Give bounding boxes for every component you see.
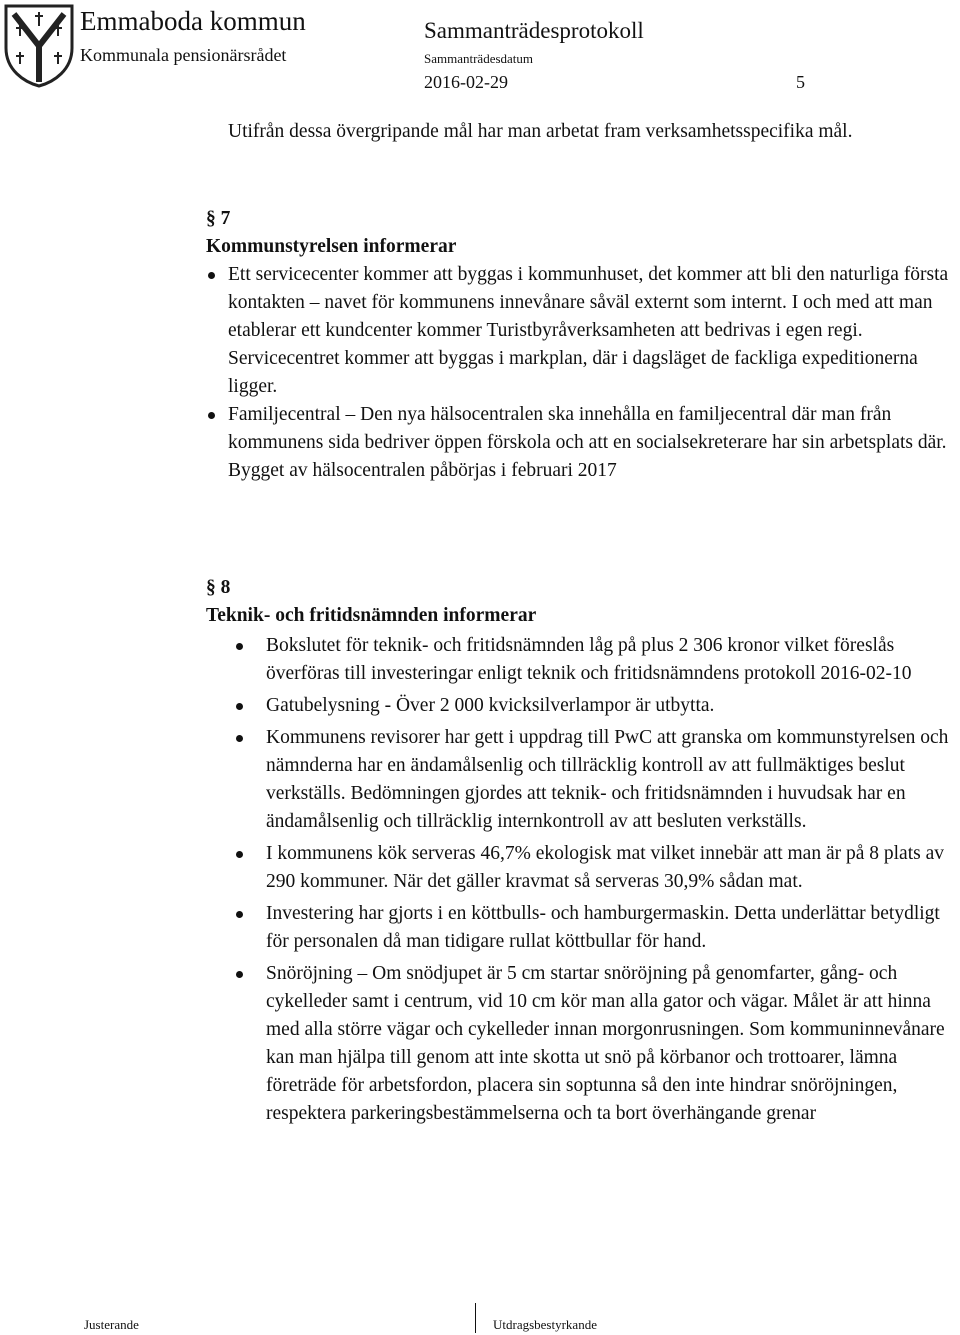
footer-justerande-label: Justerande [84, 1317, 139, 1332]
bullet-icon [236, 735, 243, 742]
section-number: 8 [220, 577, 231, 598]
meeting-date: 2016-02-29 [424, 72, 508, 92]
list-item [266, 632, 956, 688]
section-7-bullet-list [228, 261, 958, 485]
list-item-text: Gatubelysning - Över 2 000 kvicksilverlampor är utbytta. [266, 695, 715, 716]
organization-name: Emmaboda kommun [80, 6, 306, 36]
municipality-coat-of-arms-icon [2, 2, 76, 88]
page-number: 5 [796, 72, 805, 92]
bullet-icon [236, 911, 243, 918]
list-item-text: Snöröjning – Om snödjupet är 5 cm startar snöröjning på genomfarter, gång- och cykelleder samt i centrum, vid 10 cm kör man alla gator och vägar. Målet är att hinna med alla större vägar och cykelleder innan morgonrusningen. Som kommuninnevånare kan man hjälpa till genom att inte skotta ut snö på körbanor och trottoarer, lämna företräde för arbetsfordon, placera sin soptunna så den inte hindrar snöröjningen, respektera parkeringsbestämmelserna och ta bort överhängande grenar [266, 963, 945, 1124]
bullet-icon [208, 412, 215, 419]
footer-utdragsbestyrkande-label: Utdragsbestyrkande [493, 1317, 597, 1332]
list-item-text: Kommunens revisorer har gett i uppdrag till PwC att granska om kommunstyrelsen och nämnderna har en ändamålsenlig och tillräcklig kontroll av att fullmäktiges beslut verkställs. Bedömningen gjordes att teknik- och fritidsnämnden i huvudsak har en ändamålsenlig och tillräcklig internkontroll av att besluten verkställs. [266, 727, 949, 832]
footer-divider [475, 1303, 476, 1333]
section-8-bullet-list [266, 632, 956, 1128]
list-item [266, 900, 956, 956]
document-type: Sammanträdesprotokoll [424, 18, 644, 43]
bullet-icon [208, 272, 215, 279]
date-label: Sammanträdesdatum [424, 51, 534, 66]
section-8-number [206, 574, 230, 602]
section-7-number [206, 205, 230, 233]
section-7-title: Kommunstyrelsen informerar [206, 236, 457, 257]
bullet-icon [236, 703, 243, 710]
intro-paragraph: Utifrån dessa övergripande mål har man arbetat fram verksamhetsspecifika mål. [228, 121, 853, 142]
list-item [266, 840, 956, 896]
bullet-icon [236, 851, 243, 858]
list-item [266, 724, 956, 836]
list-item [266, 960, 956, 1128]
list-item-text: Bokslutet för teknik- och fritidsnämnden låg på plus 2 306 kronor vilket föreslås överföras till investeringar enligt teknik och fritidsnämndens protokoll 2016-02-10 [266, 635, 912, 684]
list-item-text: Ett servicecenter kommer att byggas i kommunhuset, det kommer att bli den naturliga första kontakten – navet för kommunens innevånare såväl externt som internt. I och med att man etablerar ett kundcenter kommer Turistbyråverksamheten att bedrivas i egen regi. Servicecentret kommer att byggas i markplan, där i dagsläget de fackliga expeditionerna ligger. [228, 264, 949, 397]
council-name: Kommunala pensionärsrådet [80, 45, 287, 65]
bullet-icon [236, 971, 243, 978]
paragraph-symbol: § [206, 208, 216, 229]
section-8-title: Teknik- och fritidsnämnden informerar [206, 605, 537, 626]
list-item-text: Investering har gjorts i en köttbulls- och hamburgermaskin. Detta underlättar betydligt för personalen då man tidigare rullat köttbullar för hand. [266, 903, 940, 952]
section-number: 7 [220, 208, 231, 229]
list-item-text: I kommunens kök serveras 46,7% ekologisk mat vilket innebär att man är på 8 plats av 290 kommuner. När det gäller kravmat så serveras 30,9% sådan mat. [266, 843, 944, 892]
bullet-icon [236, 643, 243, 650]
list-item [228, 261, 958, 401]
paragraph-symbol: § [206, 577, 216, 598]
list-item-text: Familjecentral – Den nya hälsocentralen ska innehålla en familjecentral där man från kommunens sida bedriver öppen förskola och att en socialsekreterare har sin arbetsplats där. Bygget av hälsocentralen påbörjas i februari 2017 [228, 404, 947, 481]
list-item [228, 401, 958, 485]
list-item [266, 692, 956, 720]
